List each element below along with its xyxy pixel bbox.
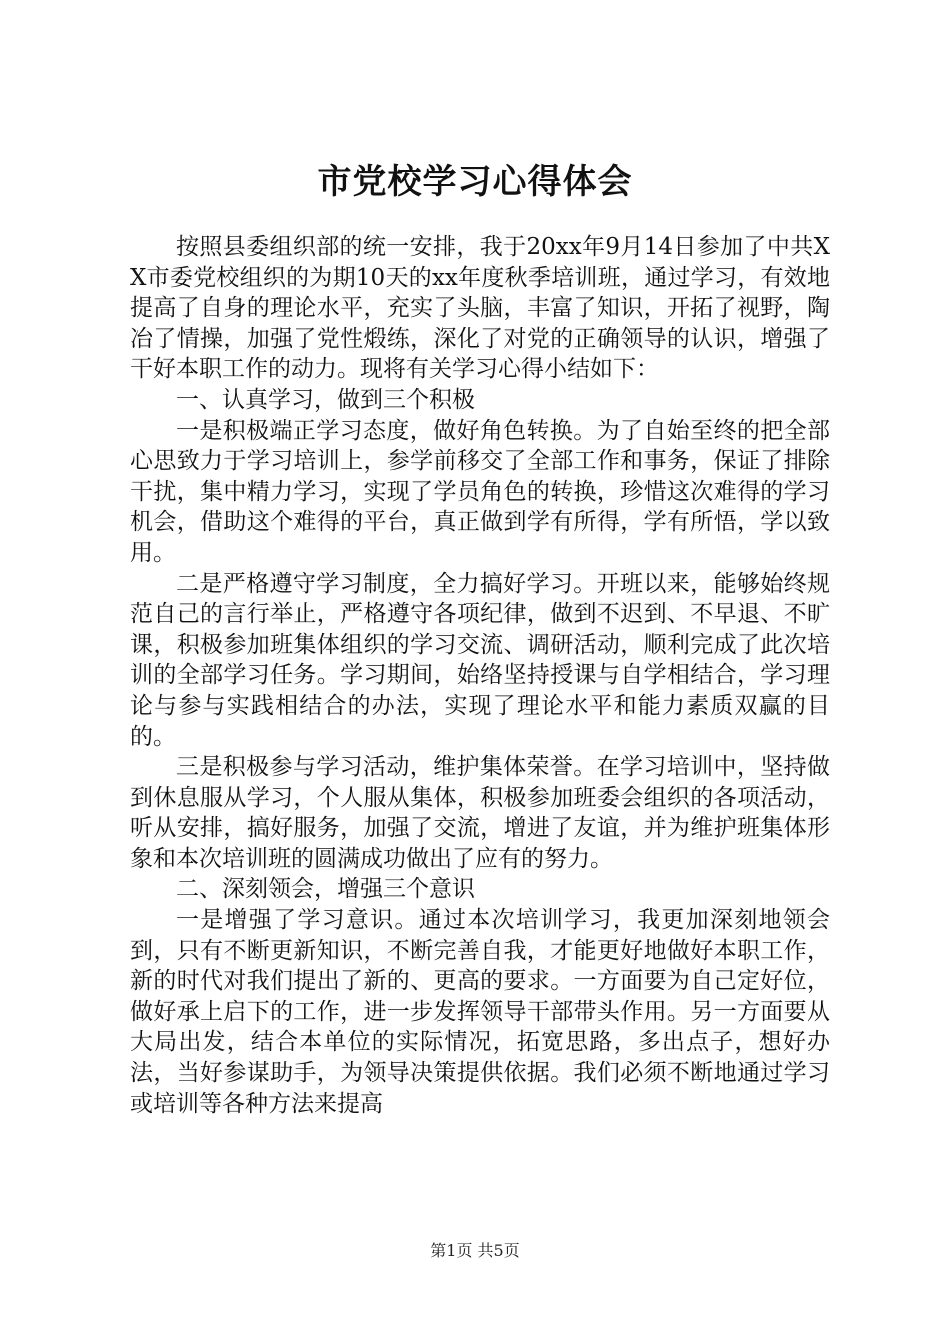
paragraph-1-1: 一是积极端正学习态度，做好角色转换。为了自始至终的把全部心思致力于学习培训上，参学前移交了全部工作和事务，保证了排除干扰，集中精力学习，实现了学员角色的转换，珍惜这次难得的学习机会，借助这个难得的平台，真正做到学有所得，学有所悟，学以致用。 — [130, 417, 830, 566]
paragraph-1-3: 三是积极参与学习活动，维护集体荣誉。在学习培训中，坚持做到休息服从学习，个人服从集体，积极参加班委会组织的各项活动，听从安排，搞好服务，加强了交流，增进了友谊，并为维护班集体形象和本次培训班的圆满成功做出了应有的努力。 — [130, 754, 830, 872]
section-heading-1: 一、认真学习，做到三个积极 — [176, 386, 475, 413]
page-footer: 第1页 共5页 — [430, 1241, 520, 1260]
document-title: 市党校学习心得体会 — [317, 162, 633, 202]
paragraph-1-2: 二是严格遵守学习制度，全力搞好学习。开班以来，能够始终规范自己的言行举止，严格遵守各项纪律，做到不迟到、不早退、不旷课，积极参加班集体组织的学习交流、调研活动，顺利完成了此次培训的全部学习任务。学习期间，始络坚持授课与自学相结合，学习理论与参与实践相结合的办法，实现了理论水平和能力素质双赢的目的。 — [130, 570, 830, 750]
paragraph-intro: 按照县委组织部的统一安排，我于20xx年9月14日参加了中共XX市委党校组织的为期10天的xx年度秋季培训班，通过学习，有效地提高了自身的理论水平，充实了头脑，丰富了知识，开拓了视野，陶冶了情操，加强了党性煅练，深化了对党的正确领导的认识，增强了干好本职工作的动力。现将有关学习心得小结如下： — [130, 234, 830, 383]
document-body — [130, 232, 830, 1119]
section-heading-2: 二、深刻领会，增强三个意识 — [176, 876, 475, 903]
paragraph-2-1: 一是增强了学习意识。通过本次培训学习，我更加深刻地领会到，只有不断更新知识，不断完善自我，才能更好地做好本职工作，新的时代对我们提出了新的、更高的要求。一方面要为自己定好位，做好承上启下的工作，进一步发挥领导干部带头作用。另一方面要从大局出发，结合本单位的实际情况，拓宽思路，多出点子，想好办法，当好参谋助手，为领导决策提供依据。我们必须不断地通过学习或培训等各种方法来提高 — [130, 907, 830, 1117]
